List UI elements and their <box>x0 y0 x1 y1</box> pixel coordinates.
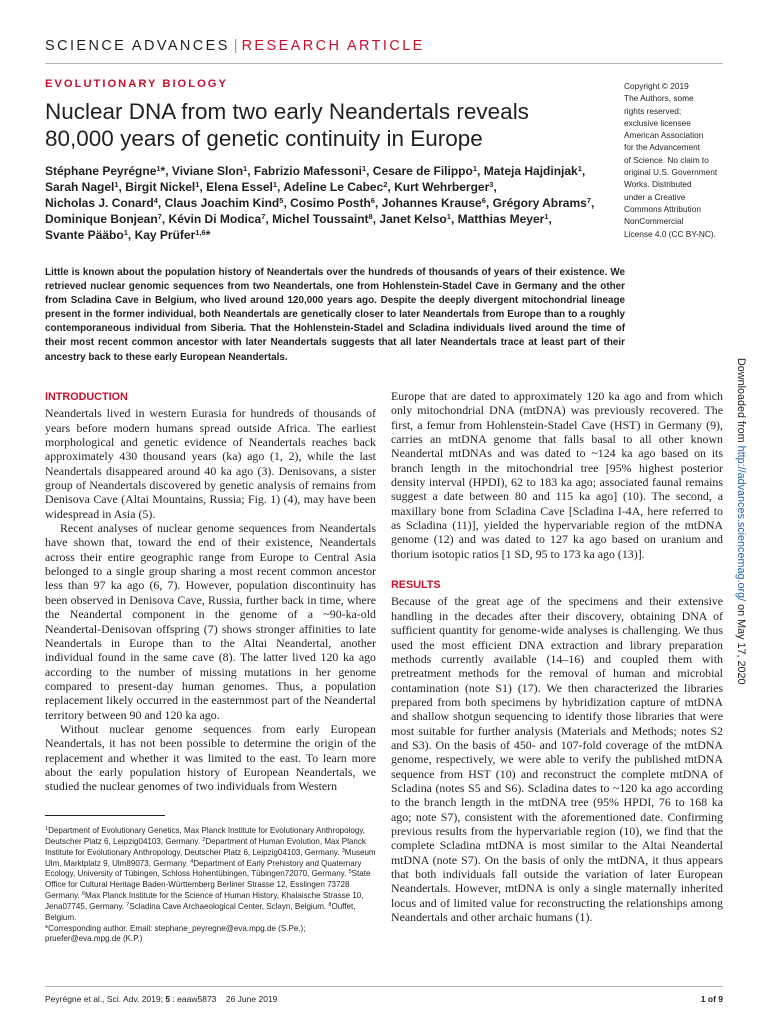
author-name: Stéphane Peyrégne$^1$*, <box>45 164 169 178</box>
author-name: Mateja Hajdinjak$^1$, <box>483 164 586 178</box>
author-affiliation: 7 <box>261 212 266 221</box>
footnote-number: 4 <box>190 858 194 865</box>
affiliation-list <box>45 826 376 922</box>
author-affiliation: 1 <box>114 180 119 189</box>
author-affiliation: 1 <box>243 164 248 173</box>
left-column <box>45 390 376 794</box>
copyright-line: The Authors, some <box>624 93 694 104</box>
author-name-text: Mateja Hajdinjak <box>483 164 578 178</box>
author-affiliation: 8 <box>368 212 373 221</box>
footnote-number: 7 <box>126 901 130 908</box>
author-name-text: Stéphane Peyrégne <box>45 164 157 178</box>
footnote-text: Department of Early Prehistory and Quaternary Ecology, University of Tübingen, Schloss Hohentübingen, Tübingen72070, Germany. <box>45 858 362 879</box>
copyright-line: for the Advancement <box>624 142 701 153</box>
author-name-text: Claus Joachim Kind <box>164 196 280 210</box>
copyright-line: License 4.0 (CC BY-NC). <box>624 228 716 239</box>
copyright-line: NonCommercial <box>624 216 684 227</box>
author-name-text: Cosimo Posth <box>290 196 371 210</box>
footnote-divider <box>45 815 165 816</box>
section-label: EVOLUTIONARY BIOLOGY <box>45 78 228 90</box>
author-name-text: Kévin Di Modica <box>168 212 262 226</box>
intro-paragraph-4: Europe that are dated to approximately 120 ka ago and from which only mitochondrial DNA (mtDNA) was previously recovered. The first, a femur from Hohlenstein-Stadel Cave (HST) in Germany (9), carries an mtDNA genome that falls basal to all other known Neandertal mtDNAs and was dated to ~124 ka ago based on its branch length in the mitochondrial tree [95% highest posterior density interval (HPDI), 62 to 183 ka ago; associated faunal remains suggest a date between 80 and 115 ka ago] (10). The second, a maxillary bone from Scladina Cave [Scladina I-4A, here referred to as Scladina (11)], yielded the hypervariable region of the mtDNA genome (12) and was dated to 127 ka ago based on uranium and thorium isotopic ratios [1 SD, 95 to 173 ka ago (13)]. <box>391 389 723 561</box>
author-name: Kurt Wehrberger$^3$, <box>394 180 497 194</box>
download-note <box>737 358 757 746</box>
footer-citation <box>45 994 277 1004</box>
author-affiliation: 2 <box>383 180 388 189</box>
introduction-heading: INTRODUCTION <box>45 391 128 403</box>
footnote-number: 8 <box>328 901 332 908</box>
citation-authors: Peyrégne et al., Sci. Adv. 2019; <box>45 994 166 1004</box>
author-name-text: Cesare de Filippo <box>372 164 473 178</box>
copyright-line: Works. Distributed <box>624 179 692 190</box>
copyright-line: exclusive licensee <box>624 117 691 128</box>
download-link[interactable]: http://advances.sciencemag.org/ <box>735 445 747 602</box>
footnote-number: 6 <box>81 891 86 898</box>
footnote-text: Scladina Cave Archaeological Center, Sclayn, Belgium. <box>129 901 329 911</box>
author-name: Nicholas J. Conard$^4$, <box>45 196 162 210</box>
corresponding-author: *Corresponding author. Email: stephane_peyregne@eva.mpg.de (S.Pe.); pruefer@eva.mpg.de (K.P.) <box>45 923 306 944</box>
author-affiliation: 5 <box>279 196 284 205</box>
journal-name: SCIENCE ADVANCES <box>45 38 230 54</box>
intro-paragraph-1: Neandertals lived in western Eurasia for hundreds of thousands of years before modern humans spread outside Africa. The earliest morphological and genetic evidence of Neandertals reaches back approximately 430 thousand years (ka) ago (1, 2), while the last Neandertals disappeared around 40 ka ago (3). Denisovans, a sister group of Neandertals discovered by genetic analysis of remains from Denisova Cave (Altai Mountains, Russia; Fig. 1) (4), may have been widespread in Asia (5). <box>45 406 376 521</box>
author-name-text: Johannes Krause <box>381 196 482 210</box>
author-affiliation: 1 <box>472 164 477 173</box>
copyright-line: Copyright © 2019 <box>624 81 689 91</box>
author-name-text: Janet Kelso <box>379 212 447 226</box>
author-affiliation: 1,6 <box>195 228 206 237</box>
header-separator: | <box>233 38 238 54</box>
author-name <box>135 228 211 242</box>
footnote-text: Max Planck Institute for the Science of Human History, Khalaische Strasse 10, Jena07745, Germany. <box>45 891 364 911</box>
author-name: Matthias Meyer$^1$, <box>457 212 552 226</box>
author-name: Johannes Krause$^6$, <box>381 196 490 210</box>
citation-article-id: : eaaw5873 <box>170 994 217 1004</box>
author-affiliation: 6 <box>370 196 375 205</box>
page-number: 1 of 9 <box>700 994 723 1004</box>
author-name-text: Svante Pääbo <box>45 228 124 242</box>
footnote-number: 5 <box>348 869 352 876</box>
author-name-text: Matthias Meyer <box>457 212 545 226</box>
author-affiliation: 7 <box>157 212 162 221</box>
footnote-number: 2 <box>202 836 206 843</box>
author-name: Kévin Di Modica$^7$, <box>168 212 269 226</box>
copyright-line: under a Creative <box>624 191 686 202</box>
article-title: Nuclear DNA from two early Neandertals reveals 80,000 years of genetic continuity in Europe <box>45 99 529 151</box>
author-affiliation: 3 <box>489 180 494 189</box>
author-name-text: Elena Essel <box>206 180 273 194</box>
abstract: Little is known about the population history of Neandertals over the hundreds of thousands of years of their existence. We retrieved nuclear genomic sequences from two Neandertals, one from Hohlenstein-Stadel Cave in Germany and the other from Scladina Cave in Belgium, who lived around 120,000 years ago. Despite the deeply divergent mitochondrial lineage present in the former individual, both Neandertals are genetically closer to later Neandertals from Europe than to a roughly contemporaneous individual from Siberia. That the Hohlenstein-Stadel and Scladina individuals lived around the time of their most recent common ancestor with later Neandertals suggests that all later Neandertals trace at least part of their ancestry back to these early European Neandertals. <box>45 267 625 363</box>
author-affiliation: 1 <box>577 164 582 173</box>
author-name-text: Grégory Abrams <box>492 196 587 210</box>
copyright-line: of Science. No claim to <box>624 154 709 165</box>
right-column <box>391 389 723 924</box>
footnote-number: 1 <box>45 826 49 832</box>
citation-volume: 5 <box>165 994 171 1004</box>
author-name: Fabrizio Mafessoni$^1$, <box>253 164 370 178</box>
author-affiliation: 1 <box>361 164 367 173</box>
author-name: Elena Essel$^1$, <box>206 180 281 194</box>
corresponding-mark: * <box>160 164 166 178</box>
citation-date: 26 June 2019 <box>225 994 278 1004</box>
author-affiliation: 1 <box>446 212 451 221</box>
author-name-text: Fabrizio Mafessoni <box>253 164 362 178</box>
author-list <box>45 163 605 243</box>
author-name: Svante Pääbo$^1$, <box>45 228 132 242</box>
copyright-line: original U.S. Government <box>624 167 718 178</box>
author-name-text: Michel Toussaint <box>272 212 369 226</box>
footnote-number: 3 <box>341 847 345 854</box>
copyright-line: Commons Attribution <box>624 203 702 214</box>
author-name: Michel Toussaint$^8$, <box>272 212 377 226</box>
author-name: Claus Joachim Kind$^5$, <box>164 196 287 210</box>
results-heading: RESULTS <box>391 579 441 592</box>
author-name-text: Kurt Wehrberger <box>394 180 490 194</box>
author-affiliation: 1 <box>195 180 200 189</box>
article-type: RESEARCH ARTICLE <box>241 38 425 54</box>
footnote-text: Museum Ulm, Marktplatz 9, Ulm89073, Germany. <box>45 847 376 868</box>
journal-header <box>45 38 425 54</box>
author-affiliation: 1 <box>272 180 278 189</box>
author-name-text: Adeline Le Cabec <box>283 180 384 194</box>
footer-divider <box>45 986 723 987</box>
author-affiliation: 1 <box>123 228 128 237</box>
author-affiliation: 7 <box>586 196 591 205</box>
author-name: Birgit Nickel$^1$, <box>125 180 203 194</box>
header-divider <box>45 63 723 64</box>
affiliations-footnote <box>45 826 376 945</box>
footnote-text: State Office for Cultural Heritage Baden-Württemberg Berliner Strasse 12, Esslingen 73728 Germany. <box>45 869 371 901</box>
author-name: Dominique Bonjean$^7$, <box>45 212 166 226</box>
author-affiliation: 6 <box>481 196 486 205</box>
author-name: Janet Kelso$^1$, <box>379 212 455 226</box>
author-name-text: Dominique Bonjean <box>45 212 158 226</box>
author-affiliation: 4 <box>153 196 158 205</box>
download-suffix: on May 17, 2020 <box>735 601 747 685</box>
author-name: Sarah Nagel$^1$, <box>45 180 122 194</box>
author-name-text: Kay Prüfer <box>134 228 196 242</box>
author-name-text: Nicholas J. Conard <box>45 196 154 210</box>
corresponding-mark: * <box>205 228 211 242</box>
intro-paragraph-3: Without nuclear genome sequences from early European Neandertals, it has not been possible to determine the origin of the replacement and whether it was limited to the east. To learn more about the early population history of European Neandertals, we studied the nuclear genomes of two individuals from Western <box>45 721 376 794</box>
intro-paragraph-2: Recent analyses of nuclear genome sequences from Neandertals have shown that, toward the end of their existence, Neandertals across their entire geographic range from Europe to Central Asia belonged to a single group sharing a most recent common ancestor less than 97 ka ago (6, 7). However, population discontinuity has been observed in Denisova Cave, Russia, further back in time, where the Neandertal component in the genome of a ~90-ka-old Neandertal-Denisovan offspring (7) shows stronger affinities to late Neandertals in Europe than to the Altai Neandertal, another individual found in the same cave (8). The latter lived 120 ka ago according to the number of missing mutations in her genome compared to present-day human genomes. Thus, a population replacement likely occurred in the easternmost part of the Neandertal territory between 90 and 120 ka ago. <box>45 521 376 722</box>
author-name-text: Sarah Nagel <box>45 180 115 194</box>
footnote-text: Department of Evolutionary Genetics, Max Planck Institute for Evolutionary Anthropology, Deutscher Platz 6, Leipzig04103, Germany. <box>45 826 366 846</box>
results-paragraph-1: Because of the great age of the specimens and their extensive handling in the decades after their discovery, obtaining DNA of sufficient quantity for genome-wide analyses is challenging. We thus used the most efficient DNA extraction and library preparation methods currently available (14–16) and coupled them with pretreatment methods for the removal of human and microbial contamination (note S1) (17). We then characterized the libraries prepared from both specimens by hybridization capture of mtDNA and shallow shotgun sequencing to identify those libraries that were most suitable for further analysis (Materials and Methods; notes S2 and S3). On the basis of 450- and 107-fold coverage of the mtDNA genome, respectively, we were able to verify the published mtDNA sequence from HST (10) and reconstruct the complete mtDNA of Scladina (notes S5 and S6). Scladina dates to ~120 ka ago according to the branch length in the mtDNA tree (95% HPDI, 76 to 168 ka ago; note S7), consistent with the aforementioned date. Confirming previous results from the hypervariable region (10), we find that the complete Scladina mtDNA is most similar to the Altai Neandertal mtDNA (note S7). On the basis of only the mtDNA, it thus appears that both individuals fall outside the variation of later European Neandertals. However, mtDNA is only a single maternally inherited locus and of limited value for reconstructing the relationships among Neandertals and other archaic humans (1). <box>391 594 723 925</box>
author-name: Cosimo Posth$^6$, <box>290 196 379 210</box>
author-name: Viviane Slon$^1$, <box>171 164 251 178</box>
author-name-text: Viviane Slon <box>171 164 244 178</box>
author-name: Adeline Le Cabec$^2$, <box>283 180 391 194</box>
footnote-text: Ouffet, Belgium. <box>45 901 356 922</box>
author-affiliation: 1 <box>156 164 161 173</box>
author-name: Cesare de Filippo$^1$, <box>372 164 481 178</box>
author-affiliation: 1 <box>544 212 549 221</box>
author-name: Grégory Abrams$^7$, <box>492 196 595 210</box>
copyright-line: American Association <box>624 130 704 141</box>
footnote-text: Department of Human Evolution, Max Planck Institute for Evolutionary Anthropology, Deutscher Platz 6, Leipzig04103, Germany. <box>45 836 366 857</box>
copyright-notice <box>624 80 729 240</box>
author-name-text: Birgit Nickel <box>125 180 196 194</box>
download-prefix: Downloaded from <box>735 358 747 446</box>
copyright-line: rights reserved; <box>624 105 682 116</box>
